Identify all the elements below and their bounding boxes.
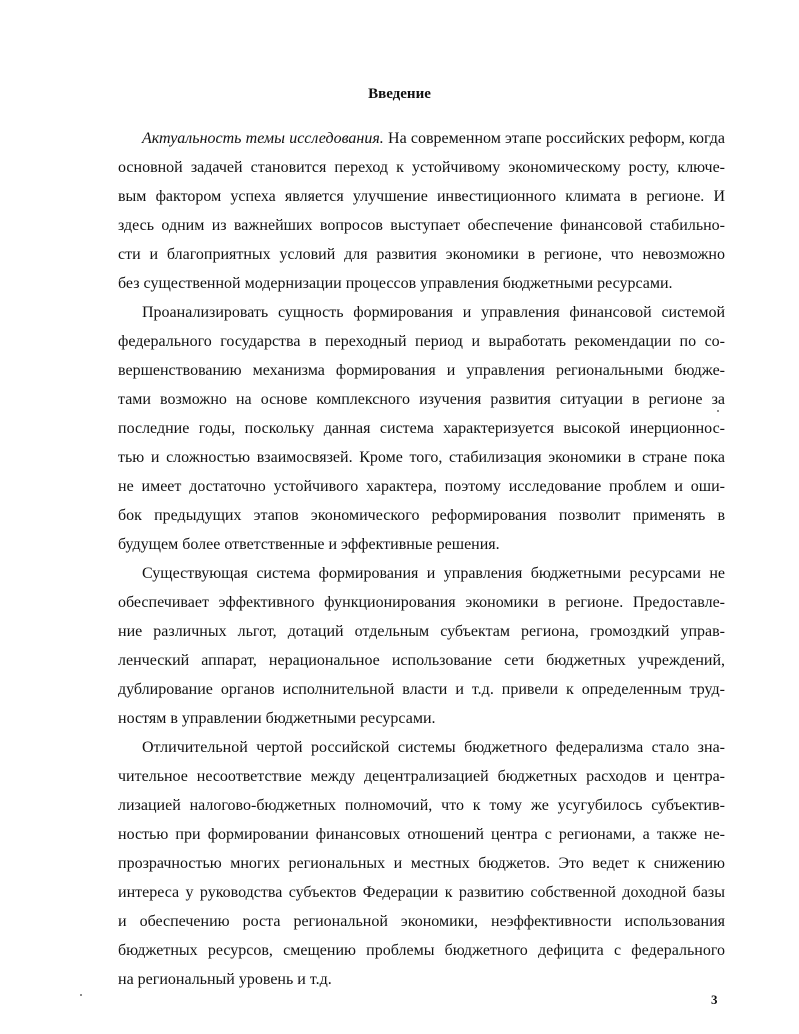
text-line: бок предыдущих этапов экономического реформирования позволит применять в xyxy=(118,507,725,524)
text-line: и обеспечению роста региональной экономики, неэффективности использования xyxy=(118,913,725,930)
text-line: Актуальность темы исследования. На современном этапе российских реформ, когда xyxy=(142,130,726,147)
text-line: бюджетных ресурсов, смещению проблемы бюджетного дефицита с федерального xyxy=(118,942,725,959)
text-line: без существенной модернизации процессов управления бюджетными ресурсами. xyxy=(118,275,673,292)
text-line: интереса у руководства субъектов Федерации к развитию собственной доходной базы xyxy=(118,884,725,901)
text-line: обеспечивает эффективного функционирования экономики в регионе. Предоставле- xyxy=(118,594,725,611)
text-line: Существующая система формирования и управления бюджетными ресурсами не xyxy=(142,565,725,582)
text-line: здесь одним из важнейших вопросов выступает обеспечение финансовой стабильно- xyxy=(118,217,725,234)
page-number: 3 xyxy=(711,992,718,1007)
text-line: ние различных льгот, дотаций отдельным субъектам региона, громоздкий управ- xyxy=(118,623,725,640)
section-title: Введение xyxy=(368,86,431,102)
text-line: на региональный уровень и т.д. xyxy=(118,971,332,988)
text-line: сти и благоприятных условий для развития экономики в регионе, что невозможно xyxy=(118,246,725,263)
text-line: чительное несоответствие между децентрализацией бюджетных расходов и центра- xyxy=(118,768,725,785)
text-line: ностью при формировании финансовых отношений центра с регионами, а также не- xyxy=(118,826,725,843)
text-line: дублирование органов исполнительной власти и т.д. привели к определенным труд- xyxy=(118,681,725,698)
text-line: Отличительной чертой российской системы бюджетного федерализма стало зна- xyxy=(142,739,725,756)
text-line: ностям в управлении бюджетными ресурсами. xyxy=(118,710,436,727)
lead-italic: Актуальность темы исследования. xyxy=(142,130,384,147)
text-line: последние годы, поскольку данная система характеризуется высокой инерционнос- xyxy=(118,420,725,437)
body-text xyxy=(118,124,725,994)
text-line: тью и сложностью взаимосвязей. Кроме того, стабилизация экономики в стране пока xyxy=(118,449,725,466)
text-line: ленческий аппарат, нерациональное использование сети бюджетных учреждений, xyxy=(118,652,725,669)
text-line: прозрачностью многих региональных и местных бюджетов. Это ведет к снижению xyxy=(118,855,725,872)
text-line: тами возможно на основе комплексного изучения развития ситуации в регионе за xyxy=(118,391,725,408)
text-line: вершенствованию механизма формирования и управления региональными бюдже- xyxy=(118,362,725,379)
text-line: основной задачей становится переход к устойчивому экономическому росту, ключе- xyxy=(118,159,725,176)
text-line: не имеет достаточно устойчивого характера, поэтому исследование проблем и оши- xyxy=(118,478,725,495)
text-line: федерального государства в переходный период и выработать рекомендации по со- xyxy=(118,333,725,350)
text-line: Проанализировать сущность формирования и управления финансовой системой xyxy=(142,304,725,321)
text-line: лизацией налогово-бюджетных полномочий, что к тому же усугубилось субъектив- xyxy=(118,797,725,814)
text-line: будущем более ответственные и эффективные решения. xyxy=(118,536,500,553)
text-line: вым фактором успеха является улучшение инвестиционного климата в регионе. И xyxy=(118,188,725,205)
scan-speck xyxy=(80,994,82,996)
scan-speck xyxy=(717,410,719,412)
